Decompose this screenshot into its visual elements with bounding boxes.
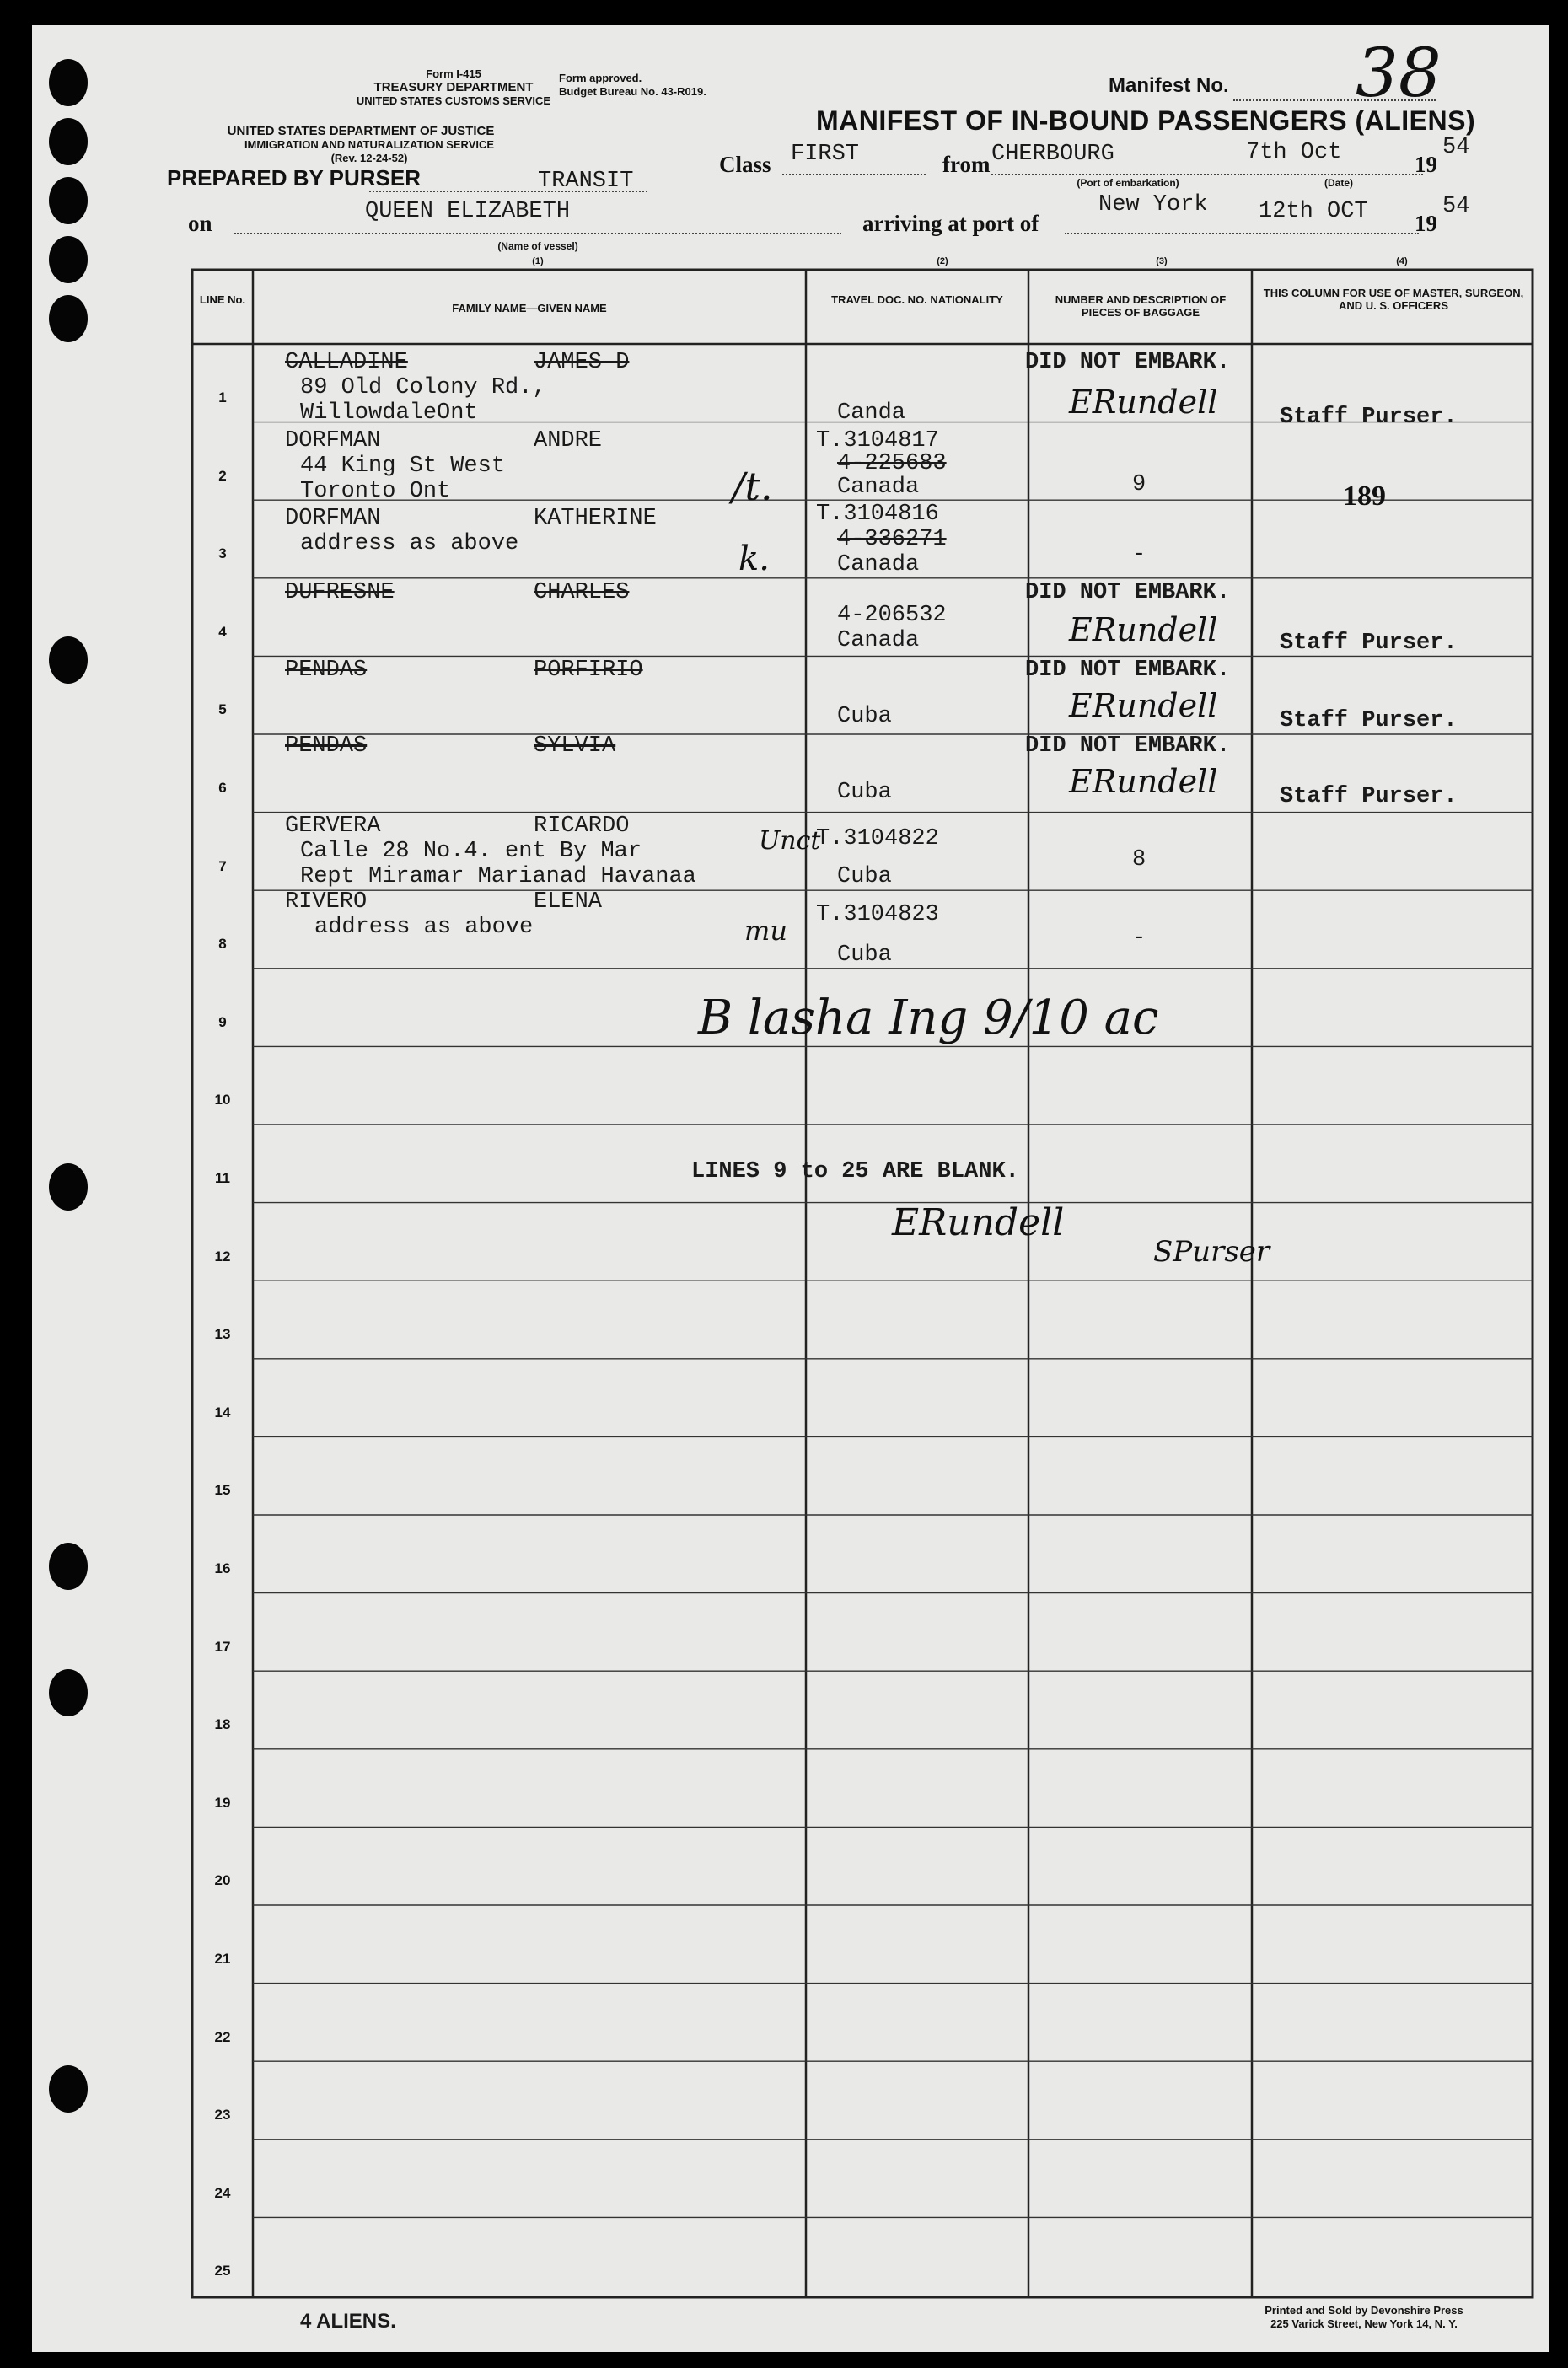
row1-nationality: Canda	[837, 400, 906, 426]
row-number: 23	[214, 2107, 231, 2124]
col-header-travel: TRAVEL DOC. NO. NATIONALITY	[831, 293, 1003, 306]
embark-year-prefix: 19	[1415, 152, 1437, 177]
row5-officer: Staff Purser.	[1280, 708, 1458, 733]
budget-bureau: Budget Bureau No. 43-R019.	[559, 85, 706, 98]
row-number: 18	[214, 1716, 231, 1733]
row1-officer: Staff Purser.	[1280, 405, 1458, 430]
row6-family: PENDAS	[285, 733, 368, 759]
row-number: 19	[214, 1794, 231, 1811]
row2-baggage: 9	[1132, 472, 1146, 497]
class-label: Class	[719, 152, 771, 177]
arrive-year: 54	[1442, 194, 1470, 219]
row-number: 3	[218, 545, 227, 562]
vessel-name: QUEEN ELIZABETH	[365, 199, 571, 224]
transit-label: TRANSIT	[538, 169, 634, 194]
inspector-signature: B lasha Ing 9/10 ac	[698, 991, 1159, 1045]
manifest-page	[32, 25, 1549, 2352]
form-rev: (Rev. 12-24-52)	[330, 152, 408, 164]
row-number: 1	[218, 389, 227, 405]
row5-given: PORFIRIO	[534, 658, 643, 683]
row2-addr1: 44 King St West	[300, 454, 506, 479]
row2-doc-old: 4-225683	[837, 451, 947, 476]
row2-doc: T.3104817	[816, 428, 939, 454]
row2-addr2: Toronto Ont	[300, 479, 451, 504]
printer-line-1: Printed and Sold by Devonshire Press	[1265, 2304, 1463, 2317]
row6-officer: Staff Purser.	[1280, 784, 1458, 809]
treasury-dept: TREASURY DEPARTMENT	[373, 80, 534, 94]
row6-nationality: Cuba	[837, 780, 892, 805]
row8-mark: mu	[744, 915, 787, 947]
manifest-grid	[32, 25, 1549, 2352]
row8-given: ELENA	[534, 889, 603, 915]
row-number: 22	[214, 2028, 231, 2045]
on-label: on	[188, 211, 212, 236]
row2-nationality: Canada	[837, 475, 920, 500]
row7-doc: T.3104822	[816, 826, 939, 851]
row-number: 9	[218, 1013, 227, 1030]
row7-addr2: Rept Miramar Marianad Havanaa	[300, 864, 696, 889]
row1-baggage: DID NOT EMBARK.	[1025, 350, 1231, 375]
blank-lines-note: LINES 9 to 25 ARE BLANK.	[691, 1159, 1019, 1184]
date-caption: (Date)	[1324, 177, 1353, 189]
vessel-caption: (Name of vessel)	[497, 240, 578, 252]
row-number: 6	[218, 780, 227, 796]
row-number: 4	[218, 623, 227, 640]
row3-nationality: Canada	[837, 552, 920, 577]
row3-doc: T.3104816	[816, 502, 939, 527]
row-number: 7	[218, 857, 227, 874]
row-number: 21	[214, 1951, 231, 1967]
row-number: 20	[214, 1872, 231, 1889]
row8-doc: T.3104823	[816, 902, 939, 927]
row3-baggage: -	[1132, 542, 1146, 567]
col-header-baggage: NUMBER AND DESCRIPTION OF PIECES OF BAGGAGE	[1055, 293, 1227, 319]
row-number: 14	[214, 1404, 231, 1420]
embark-date: 7th Oct	[1246, 140, 1342, 165]
row-number: 10	[214, 1092, 231, 1109]
from-label: from	[942, 152, 991, 177]
row2-officer: 189	[1343, 481, 1386, 512]
purser-title: SPurser	[1153, 1235, 1270, 1269]
row7-family: GERVERA	[285, 813, 381, 839]
row6-given: SYLVIA	[534, 733, 616, 759]
row-number: 17	[214, 1638, 231, 1655]
col-caption-1: (1)	[532, 256, 544, 266]
row4-officer: Staff Purser.	[1280, 631, 1458, 656]
row3-family: DORFMAN	[285, 506, 381, 531]
manifest-title: MANIFEST OF IN-BOUND PASSENGERS (ALIENS)	[816, 105, 1476, 136]
row-number: 15	[214, 1482, 231, 1499]
row4-baggage: DID NOT EMBARK.	[1025, 580, 1231, 605]
row4-signature: ERundell	[1069, 611, 1218, 648]
row2-given: ANDRE	[534, 428, 603, 454]
row6-baggage: DID NOT EMBARK.	[1025, 733, 1231, 759]
row5-nationality: Cuba	[837, 704, 892, 729]
row-number: 25	[214, 2263, 231, 2279]
customs-service: UNITED STATES CUSTOMS SERVICE	[356, 94, 551, 107]
embark-year: 54	[1442, 135, 1470, 160]
row-number: 24	[214, 2184, 231, 2201]
row4-given: CHARLES	[534, 580, 630, 605]
row-number: 2	[218, 467, 227, 484]
row1-addr1: 89 Old Colony Rd.,	[300, 375, 546, 400]
col-caption-3: (3)	[1156, 256, 1168, 266]
prepared-by: PREPARED BY PURSER	[167, 165, 421, 191]
class-value: FIRST	[791, 142, 860, 167]
col-header-use: THIS COLUMN FOR USE OF MASTER, SURGEON, AND U. S. OFFICERS	[1263, 287, 1524, 312]
from-value: CHERBOURG	[991, 142, 1114, 167]
manifest-number: 38	[1356, 34, 1442, 112]
justice-dept: UNITED STATES DEPARTMENT OF JUSTICE	[227, 124, 495, 138]
arrival-date: 12th OCT	[1259, 199, 1368, 224]
row1-family: CALLADINE	[285, 350, 408, 375]
row-number: 13	[214, 1326, 231, 1343]
manifest-no-label: Manifest No.	[1109, 74, 1229, 97]
col-header-line: LINE No.	[199, 293, 246, 306]
printer-line-2: 225 Varick Street, New York 14, N. Y.	[1270, 2317, 1458, 2330]
row4-family: DUFRESNE	[285, 580, 395, 605]
row5-baggage: DID NOT EMBARK.	[1025, 658, 1231, 683]
arrive-year-prefix: 19	[1415, 211, 1437, 236]
form-approved: Form approved.	[559, 72, 642, 84]
row5-family: PENDAS	[285, 658, 368, 683]
row-number: 5	[218, 701, 227, 718]
row7-nationality: Cuba	[837, 864, 892, 889]
embark-caption: (Port of embarkation)	[1077, 177, 1179, 189]
col-caption-4: (4)	[1396, 256, 1408, 266]
col-caption-2: (2)	[937, 256, 948, 266]
row1-addr2: WillowdaleOnt	[300, 400, 478, 426]
row3-mark: k.	[738, 540, 770, 578]
aliens-count: 4 ALIENS.	[300, 2310, 396, 2333]
row8-nationality: Cuba	[837, 942, 892, 968]
row5-signature: ERundell	[1069, 687, 1218, 724]
row1-given: JAMES D	[534, 350, 630, 375]
row8-family: RIVERO	[285, 889, 368, 915]
row-number: 11	[215, 1170, 230, 1186]
row7-addr1: Calle 28 No.4. ent By Mar	[300, 839, 642, 864]
arrival-port: New York	[1098, 192, 1208, 217]
row6-signature: ERundell	[1069, 763, 1218, 800]
row1-signature: ERundell	[1069, 384, 1218, 421]
ins-service: IMMIGRATION AND NATURALIZATION SERVICE	[244, 138, 495, 151]
row-number: 8	[218, 936, 227, 953]
form-number: Form I-415	[426, 67, 481, 80]
row8-baggage: -	[1132, 926, 1146, 951]
row2-family: DORFMAN	[285, 428, 381, 454]
row7-given: RICARDO	[534, 813, 630, 839]
row4-doc: 4-206532	[837, 603, 947, 628]
row3-addr: address as above	[300, 531, 519, 556]
row7-baggage: 8	[1132, 847, 1146, 873]
row2-mark: /t.	[732, 464, 773, 509]
row7-mark: Unct	[759, 826, 821, 856]
row4-nationality: Canada	[837, 628, 920, 653]
row-number: 12	[214, 1248, 231, 1265]
row-number: 16	[214, 1560, 231, 1576]
row8-addr: address as above	[314, 915, 534, 940]
col-header-name: FAMILY NAME—GIVEN NAME	[452, 302, 607, 314]
row3-given: KATHERINE	[534, 506, 657, 531]
purser-signature: ERundell	[892, 1201, 1065, 1244]
arriving-label: arriving at port of	[862, 211, 1039, 236]
row3-doc-old: 4-336271	[837, 527, 947, 552]
